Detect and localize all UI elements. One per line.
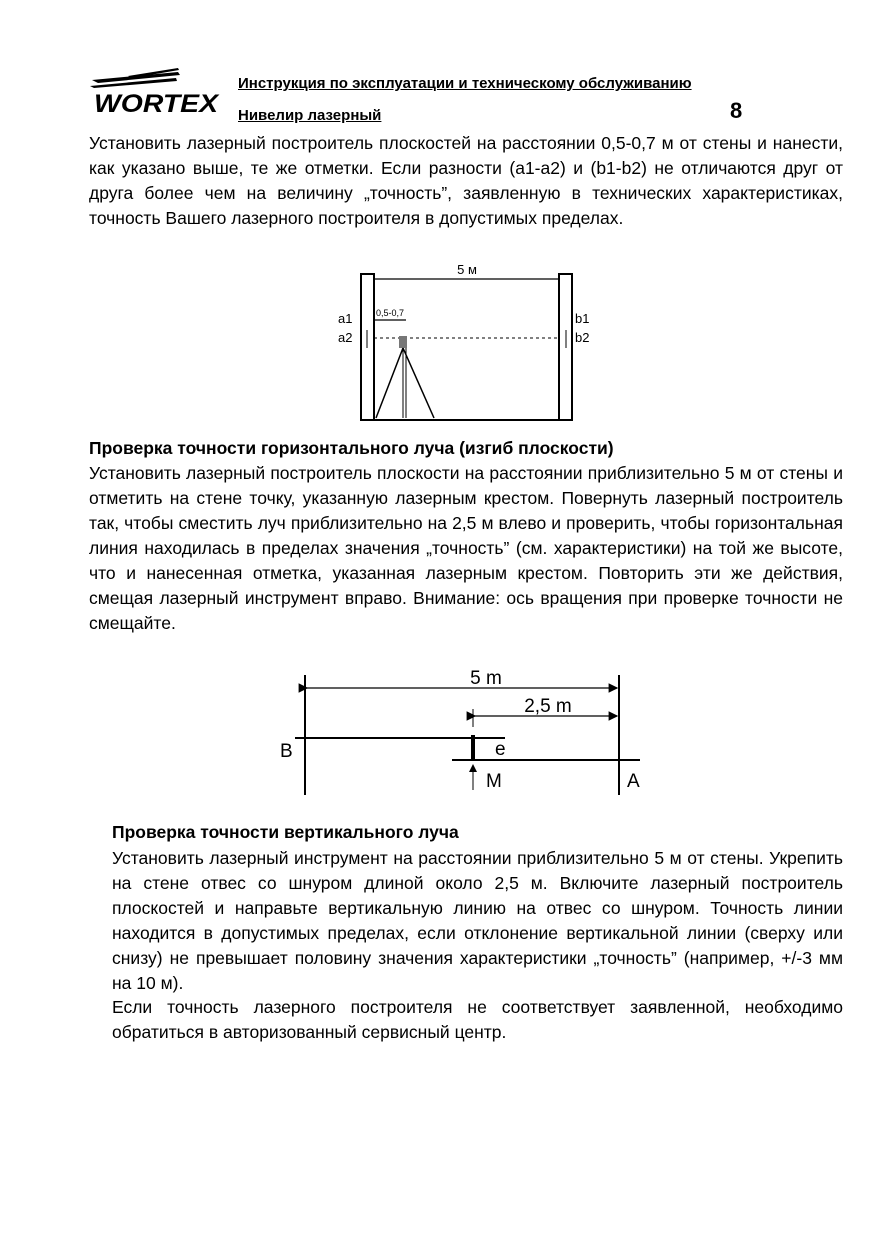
fig2-e-label: e	[495, 739, 506, 760]
fig1-a2-label: a2	[338, 330, 353, 345]
fig1-distance-label: 5 м	[457, 262, 477, 277]
header-title: Инструкция по эксплуатации и техническому обслуживанию	[238, 75, 692, 92]
page-number: 8	[730, 98, 743, 123]
heading-horizontal-check: Проверка точности горизонтального луча (изгиб плоскости)	[89, 438, 614, 458]
horizontal-check-text: Установить лазерный построитель плоскости на расстоянии приблизительно 5 м от стены и отметить на стене точку, указанную лазерным крестом. Повернуть лазерный построитель так, чтобы сместить луч приблизительно на 2,5 м влево и проверить, чтобы горизонтальная линия находилась в пределах значения „точность” (см. характеристики) на той же высоте, что и нанесенная отметка, указанная лазерным крестом. Повторить эти же действия, смещая лазерный инструмент вправо. Внимание: ось вращения при проверке точности не смещайте.	[89, 463, 843, 633]
service-note: Если точность лазерного построителя не соответствует заявленной, необходимо обратиться в авторизованный сервисный центр.	[112, 997, 843, 1042]
wortex-logo	[88, 66, 224, 116]
vertical-check-text: Установить лазерный инструмент на расстоянии приблизительно 5 м от стены. Укрепить на стене отвес со шнуром длиной около 2,5 м. Включите лазерный построитель плоскостей и направьте вертикальную линию на отвес со шнуром. Точность линии находится в допустимых пределах, если отклонение вертикальной линии (сверху или снизу) не превышает половину значения характеристики „точность” (например, +/-3 мм на 10 м).	[112, 848, 843, 993]
header-subtitle: Нивелир лазерный	[238, 107, 382, 124]
fig1-a1-label: a1	[338, 311, 353, 326]
fig2-b-label: B	[280, 741, 293, 762]
logo-text: WORTEX	[94, 90, 220, 116]
fig1-b1-label: b1	[575, 311, 590, 326]
figure-wall-distance	[330, 260, 600, 430]
fig2-half-label: 2,5 m	[524, 696, 572, 717]
fig2-a-label: A	[627, 771, 640, 792]
intro-paragraph: Установить лазерный построитель плоскостей на расстоянии 0,5-0,7 м от стены и нанести, как указано выше, те же отметки. Если разности (a1-a2) и (b1-b2) не отличаются друг от друга более чем на величину „точность”, заявленную в технических характеристиках, точность Вашего лазерного построителя в допустимых пределах.	[89, 133, 843, 228]
fig1-near-label: 0,5-0,7	[376, 308, 405, 318]
fig2-total-label: 5 m	[470, 668, 502, 689]
figure-horizontal-check	[270, 665, 670, 805]
fig1-b2-label: b2	[575, 330, 590, 345]
heading-vertical-check: Проверка точности вертикального луча	[112, 822, 459, 842]
fig2-m-label: M	[486, 771, 502, 792]
laser-device	[399, 336, 407, 348]
